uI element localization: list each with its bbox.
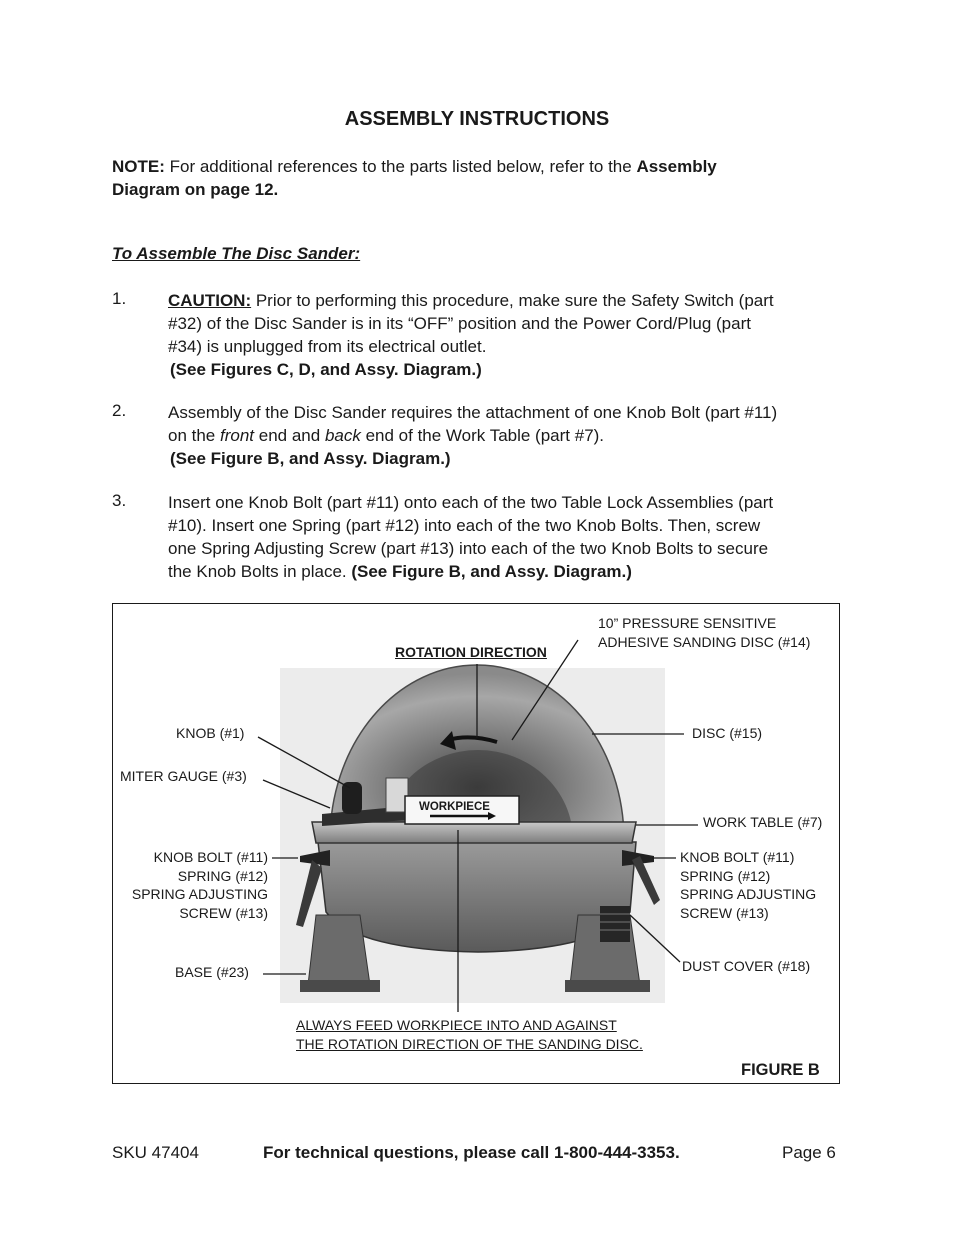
label-sanding-disc [598, 614, 810, 651]
step-2-line-2a: on the [168, 426, 220, 445]
step-1-line-1: Prior to performing this procedure, make sure the Safety Switch (part [251, 291, 774, 310]
base-leg-left [308, 915, 370, 985]
label-left-knob-bolt: KNOB BOLT (#11) [153, 849, 268, 865]
note-ref-1: Assembly [636, 157, 717, 176]
feed-note [296, 1016, 643, 1053]
section-subheading: To Assemble The Disc Sander: [112, 244, 361, 263]
label-right-screw: SCREW (#13) [680, 904, 769, 921]
step-2-line-1: Assembly of the Disc Sander requires the attachment of one Knob Bolt (part #11) [168, 403, 778, 422]
step-2-front: front [220, 426, 255, 445]
step-1-ref: (See Figures C, D, and Assy. Diagram.) [170, 360, 482, 379]
step-3-number: 3. [112, 491, 127, 510]
caution-label: CAUTION: [168, 291, 252, 310]
label-sanding-disc-line-1: 10” PRESSURE SENSITIVE [598, 615, 777, 631]
label-right-knob-bolt: KNOB BOLT (#11) [680, 849, 795, 865]
label-workpiece: WORKPIECE [419, 801, 490, 813]
dust-cover [600, 906, 630, 942]
step-2-ref: (See Figure B, and Assy. Diagram.) [170, 449, 451, 468]
feed-note-line-2: THE ROTATION DIRECTION OF THE SANDING DISC. [296, 1035, 643, 1052]
label-knob: KNOB (#1) [176, 725, 245, 741]
base-foot-left [300, 980, 380, 992]
label-work-table: WORK TABLE (#7) [703, 814, 823, 830]
feed-note-line-1: ALWAYS FEED WORKPIECE INTO AND AGAINST [296, 1017, 617, 1033]
label-disc: DISC (#15) [692, 725, 763, 741]
footer-support: For technical questions, please call 1-800-444-3353. [263, 1143, 680, 1162]
step-3-line-3: one Spring Adjusting Screw (part #13) into each of the two Knob Bolts to secure [168, 539, 769, 558]
step-1-number: 1. [112, 289, 127, 308]
step-1-line-2: #32) of the Disc Sander is in its “OFF” position and the Power Cord/Plug (part [168, 314, 751, 333]
step-3-ref: (See Figure B, and Assy. Diagram.) [351, 562, 632, 581]
step-3-line-2: #10). Insert one Spring (part #12) into each of the two Knob Bolts. Then, screw [168, 516, 761, 535]
label-right-spring: SPRING (#12) [680, 867, 771, 884]
step-2-number: 2. [112, 401, 127, 420]
figure-caption: FIGURE B [741, 1061, 820, 1079]
note-text: For additional references to the parts listed below, refer to the [164, 157, 637, 176]
knob [342, 782, 362, 814]
label-dust-cover: DUST COVER (#18) [682, 958, 811, 974]
footer-sku: SKU 47404 [112, 1143, 199, 1162]
label-right-spring-adjusting: SPRING ADJUSTING [680, 886, 817, 902]
note-label: NOTE: [112, 157, 165, 176]
label-sanding-disc-line-2: ADHESIVE SANDING DISC (#14) [598, 633, 811, 650]
label-right-knob-bolt-group [680, 848, 816, 922]
footer-page-number: Page 6 [782, 1143, 836, 1162]
step-3-line-1: Insert one Knob Bolt (part #11) onto each of the two Table Lock Assemblies (part [168, 493, 774, 512]
label-left-knob-bolt-group [112, 848, 268, 922]
label-left-spring-adjusting: SPRING ADJUSTING [131, 886, 268, 902]
work-table [312, 822, 636, 843]
label-left-spring: SPRING (#12) [177, 867, 268, 884]
note-ref-2: Diagram on page 12. [112, 180, 279, 199]
page-title: ASSEMBLY INSTRUCTIONS [344, 108, 610, 130]
step-2-line-2b: end and [254, 426, 325, 445]
label-miter-gauge: MITER GAUGE (#3) [120, 768, 247, 784]
step-3-line-4: the Knob Bolts in place. [168, 562, 352, 581]
step-1-line-3: #34) is unplugged from its electrical outlet. [168, 337, 487, 356]
base-foot-right [565, 980, 650, 992]
label-base: BASE (#23) [175, 964, 249, 980]
step-2-back: back [324, 426, 361, 445]
step-2-line-2c: end of the Work Table (part #7). [360, 426, 605, 445]
label-left-screw: SCREW (#13) [179, 904, 268, 921]
label-rotation-direction: ROTATION DIRECTION [395, 644, 547, 660]
